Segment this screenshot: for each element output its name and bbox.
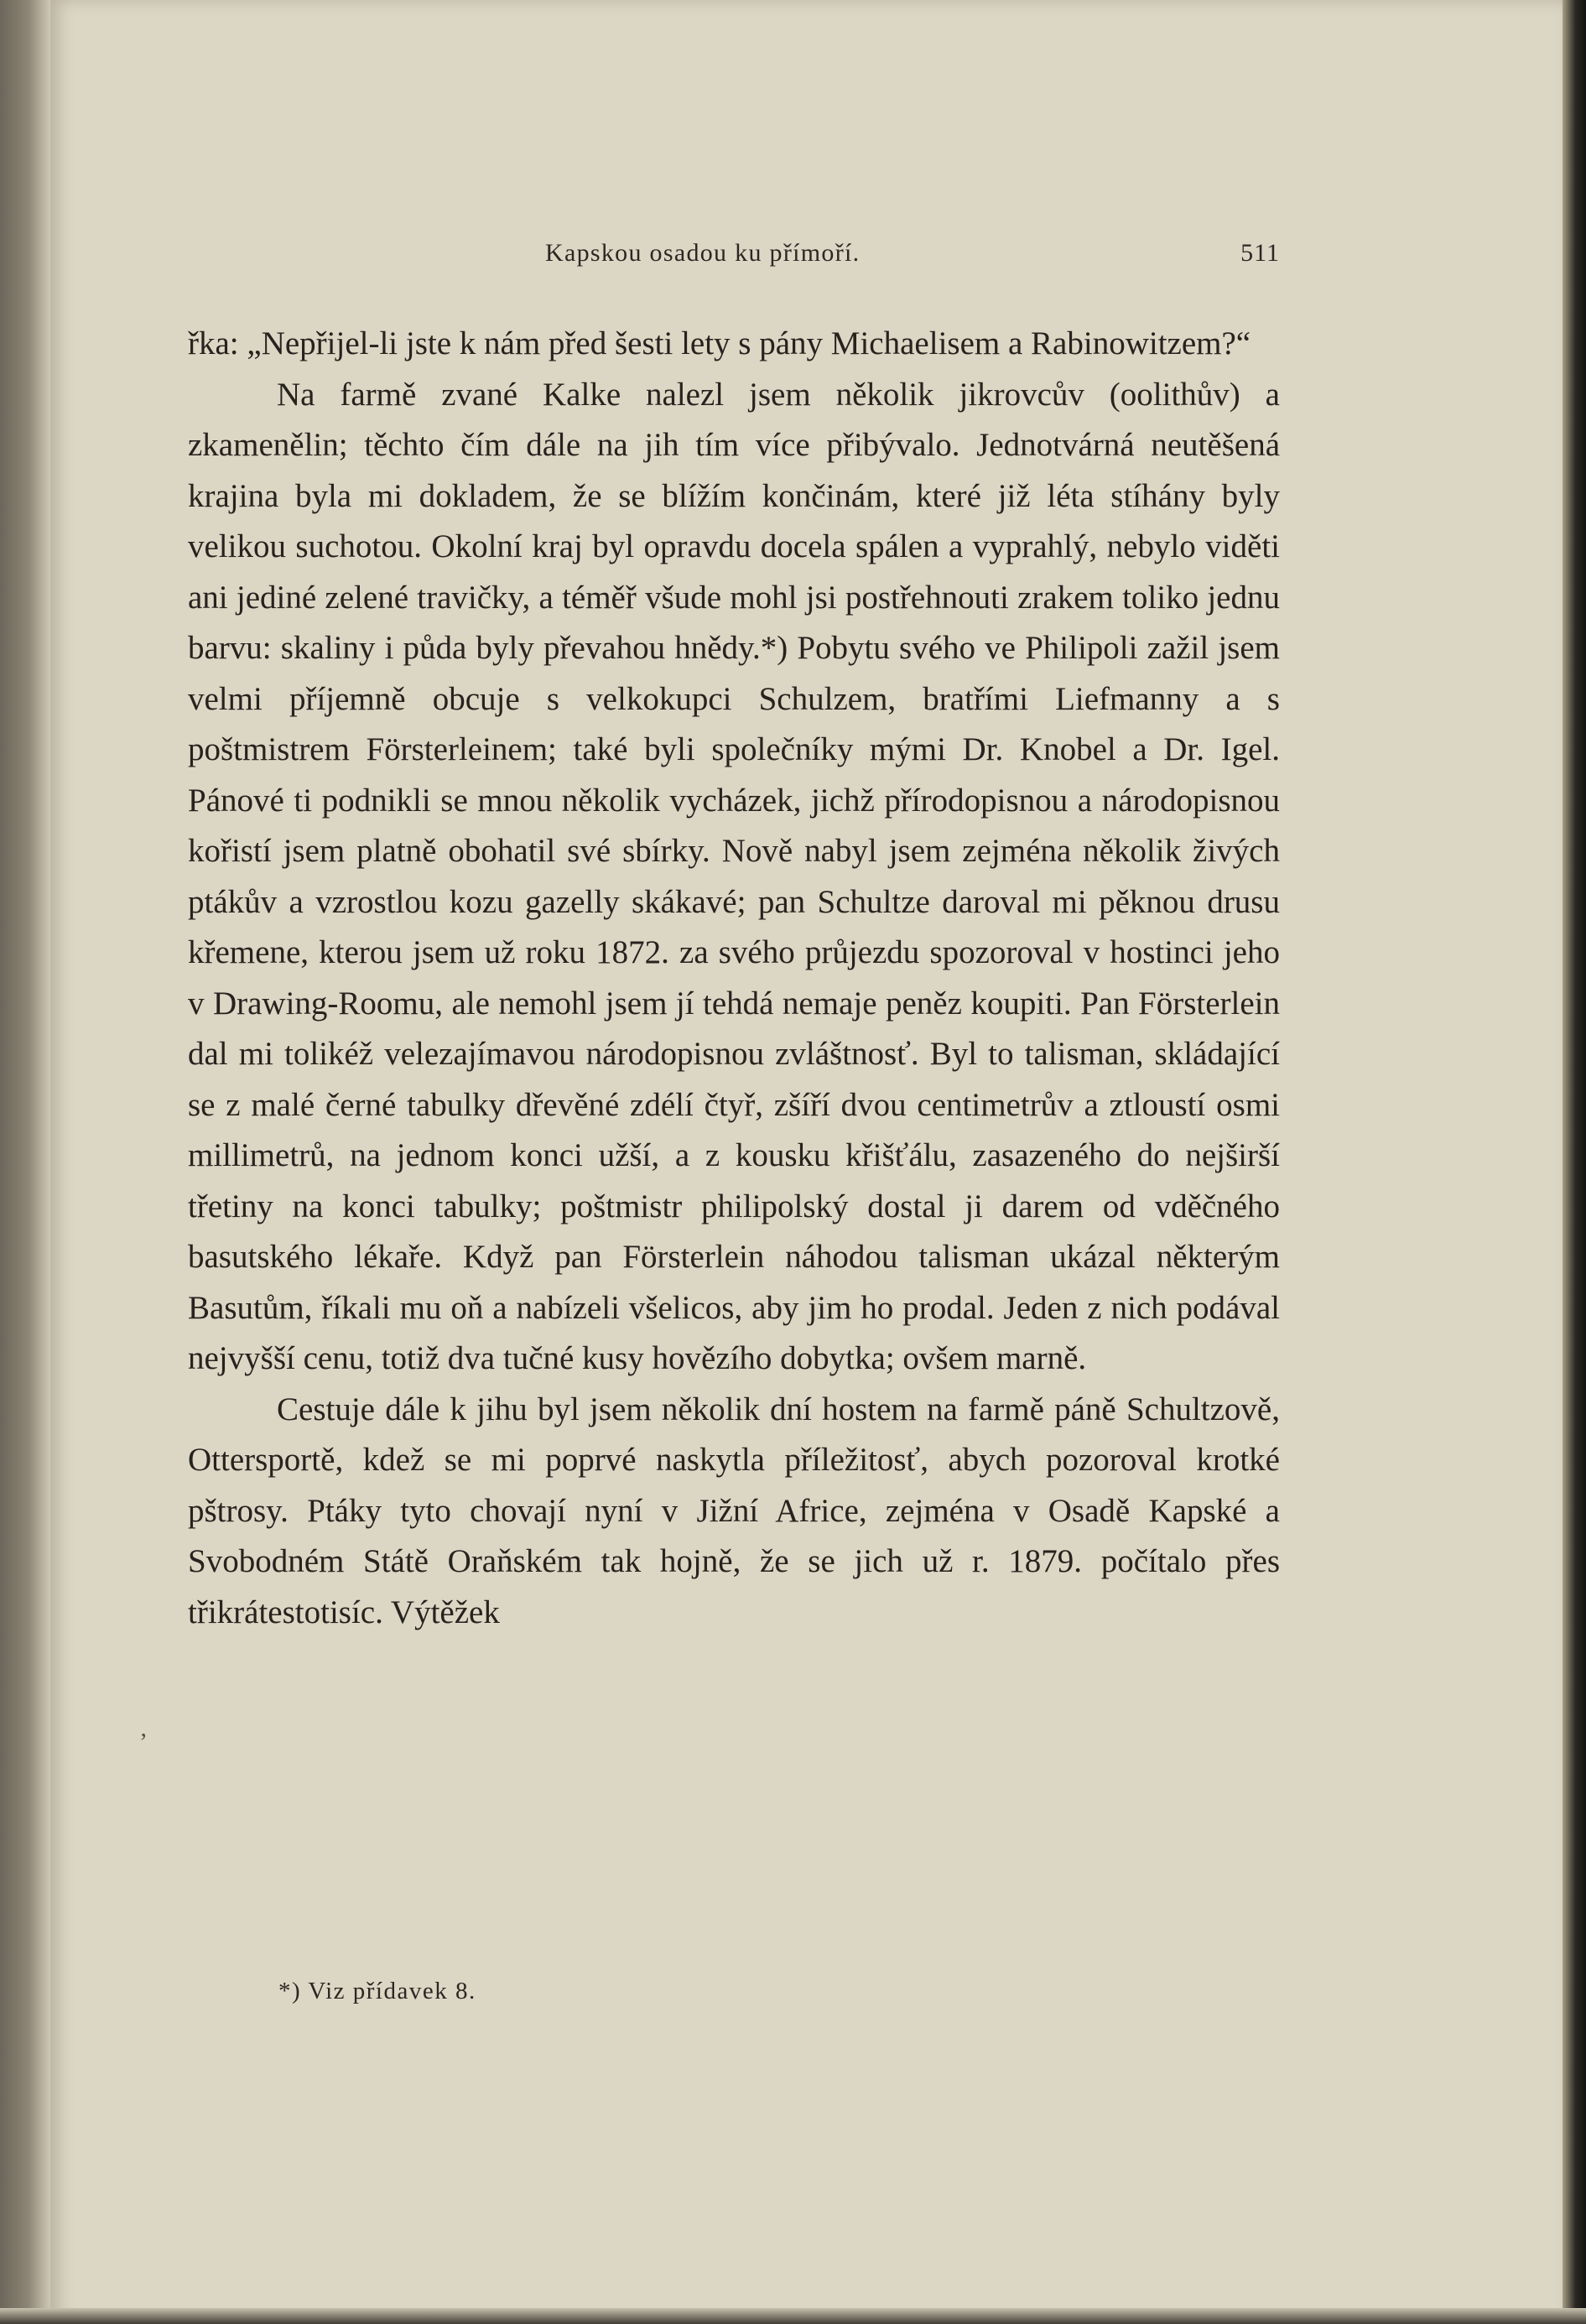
running-head-title: Kapskou osadou ku přímoří.	[545, 239, 861, 267]
paragraph-ostrich-farming: Cestuje dále k jihu byl jsem několik dní hostem na farmě páně Schultzově, Ottersportě, kdež se mi poprvé naskytla příležitosť, abych pozoroval krotké pštrosy. Ptáky tyto chovají nyní v Jižní Africe, zejména v Osadě Kapské a Svobodném Státě Oraňském tak hojně, že se jich už r. 1879. počítalo přes třikrátestotisíc. Výtěžek	[188, 1391, 1280, 1630]
paragraph-continuation: řka: „Nepřijel-li jste k nám před šesti lety s pány Michaelisem a Rabinowitzem?“	[188, 325, 1251, 361]
binding-fold-shadow	[0, 0, 50, 2324]
footnote: *) Viz přídavek 8.	[278, 1978, 476, 2004]
paragraph-kalke-farm: Na farmě zvané Kalke nalezl jsem několik jikrovcův (oolithův) a zkamenělin; těchto čím dále na jih tím více přibývalo. Jednotvárná neutěšená krajina byla mi dokladem, že se blížím končinám, které již léta stíhány byly velikou suchotou. Okolní kraj byl opravdu docela spálen a vyprahlý, nebylo viděti ani jediné zelené travičky, a téměř všude mohl jsi postřehnouti zrakem toliko jednu barvu: skaliny i půda byly převahou hnědy.*) Pobytu svého ve Philipoli zažil jsem velmi příjemně obcuje s velkokupci Schulzem, bratřími Liefmanny a s poštmistrem Försterleinem; také byli společníky mými Dr. Knobel a Dr. Igel. Pánové ti podnikli se mnou několik vycházek, jichž přírodopisnou a národopisnou kořistí jsem platně obohatil své sbírky. Nově nabyl jsem zejména několik živých ptákův a vzrostlou kozu gazelly skákavé; pan Schultze daroval mi pěknou drusu křemene, kterou jsem už roku 1872. za svého průjezdu spozoroval v hostinci jeho v Drawing-Roomu, ale nemohl jsem jí tehdá nemaje peněz koupiti. Pan Försterlein dal mi tolikéž velezajímavou národopisnou zvláštnosť. Byl to talisman, skládající se z malé černé tabulky dřevěné zdélí čtyř, zšíří dvou centimetrův a ztloustí osmi millimetrů, na jednom konci užší, a z kousku křišťálu, zasazeného do nejširší třetiny na konci tabulky; poštmistr philipolský dostal ji darem od vděčného basutského lékaře. Když pan Försterlein náhodou talisman ukázal některým Basutům, říkali mu oň a nabízeli všelicos, aby jim ho prodal. Jeden z nich podával nejvyšší cenu, totiž dva tučné kusy hovězího dobytka; ovšem marně.	[188, 376, 1280, 1376]
page-bottom-edge	[0, 2308, 1586, 2324]
page-number: 511	[1240, 239, 1280, 267]
margin-mark: ʼ	[139, 1729, 148, 1756]
page-right-edge	[1563, 0, 1586, 2324]
body-text	[188, 319, 1280, 1638]
